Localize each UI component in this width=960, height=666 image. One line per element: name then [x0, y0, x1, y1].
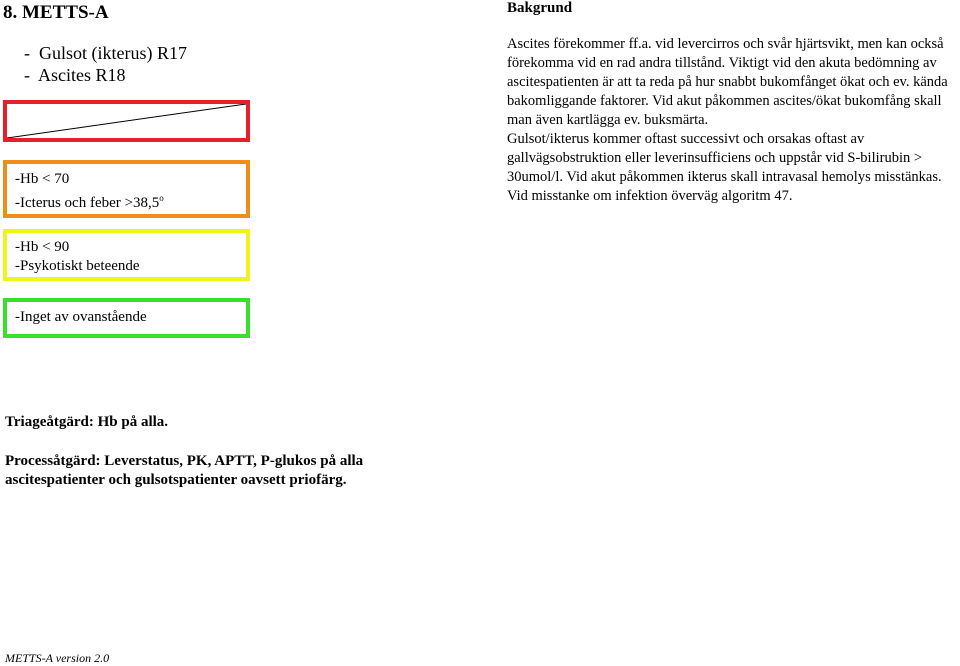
criteria-list [24, 42, 187, 86]
triage-action: Triageåtgärd: Hb på alla. [5, 414, 169, 430]
background-paragraph: Vid misstanke om infektion överväg algoritm 47. [507, 188, 793, 204]
background-title: Bakgrund [507, 0, 573, 16]
background-text [507, 35, 957, 206]
criteria-item: - Gulsot (ikterus) R17 [24, 42, 187, 64]
yellow-criterion: -Psykotiskt beteende [15, 258, 140, 274]
background-paragraph: Ascites förekommer ff.a. vid levercirros och svår hjärtsvikt, men kan också förekomma vid en rad andra tillstånd. Viktigt vid den akuta bedömning av ascitespatienten är att ta reda på hur snabbt bukomfånget ökat och ev. kända bakomliggande faktorer. Vid akut påkommen ascites/ökat bukomfång skall man även kartlägga ev. buksmärta. [507, 36, 948, 128]
triage-box-orange [3, 160, 250, 218]
green-criterion: -Inget av ovanstående [15, 309, 147, 325]
footer-version: METTS-A version 2.0 [5, 651, 110, 665]
triage-box-red [3, 100, 250, 142]
page-heading: 8. METTS-A [3, 2, 109, 23]
diagonal-line [7, 104, 246, 138]
triage-box-yellow [3, 229, 250, 281]
process-action: Processåtgärd: Leverstatus, PK, APTT, P-glukos på alla ascitespatienter och gulsotspatienter oavsett priofärg. [5, 453, 364, 488]
triage-box-green [3, 298, 250, 338]
orange-criterion: -Hb < 70 [15, 171, 70, 187]
background-paragraph: Gulsot/ikterus kommer oftast successivt och orsakas oftast av gallvägsobstruktion eller leverinsufficiens och uppstår vid S-bilirubin > 30umol/l. Vid akut påkommen ikterus skall intravasal hemolys misstänkas. [507, 131, 942, 185]
yellow-criterion: -Hb < 90 [15, 239, 70, 255]
orange-criterion: -Icterus och feber $>38,5^o$ [15, 193, 164, 211]
criteria-item: - Ascites R18 [24, 64, 187, 86]
